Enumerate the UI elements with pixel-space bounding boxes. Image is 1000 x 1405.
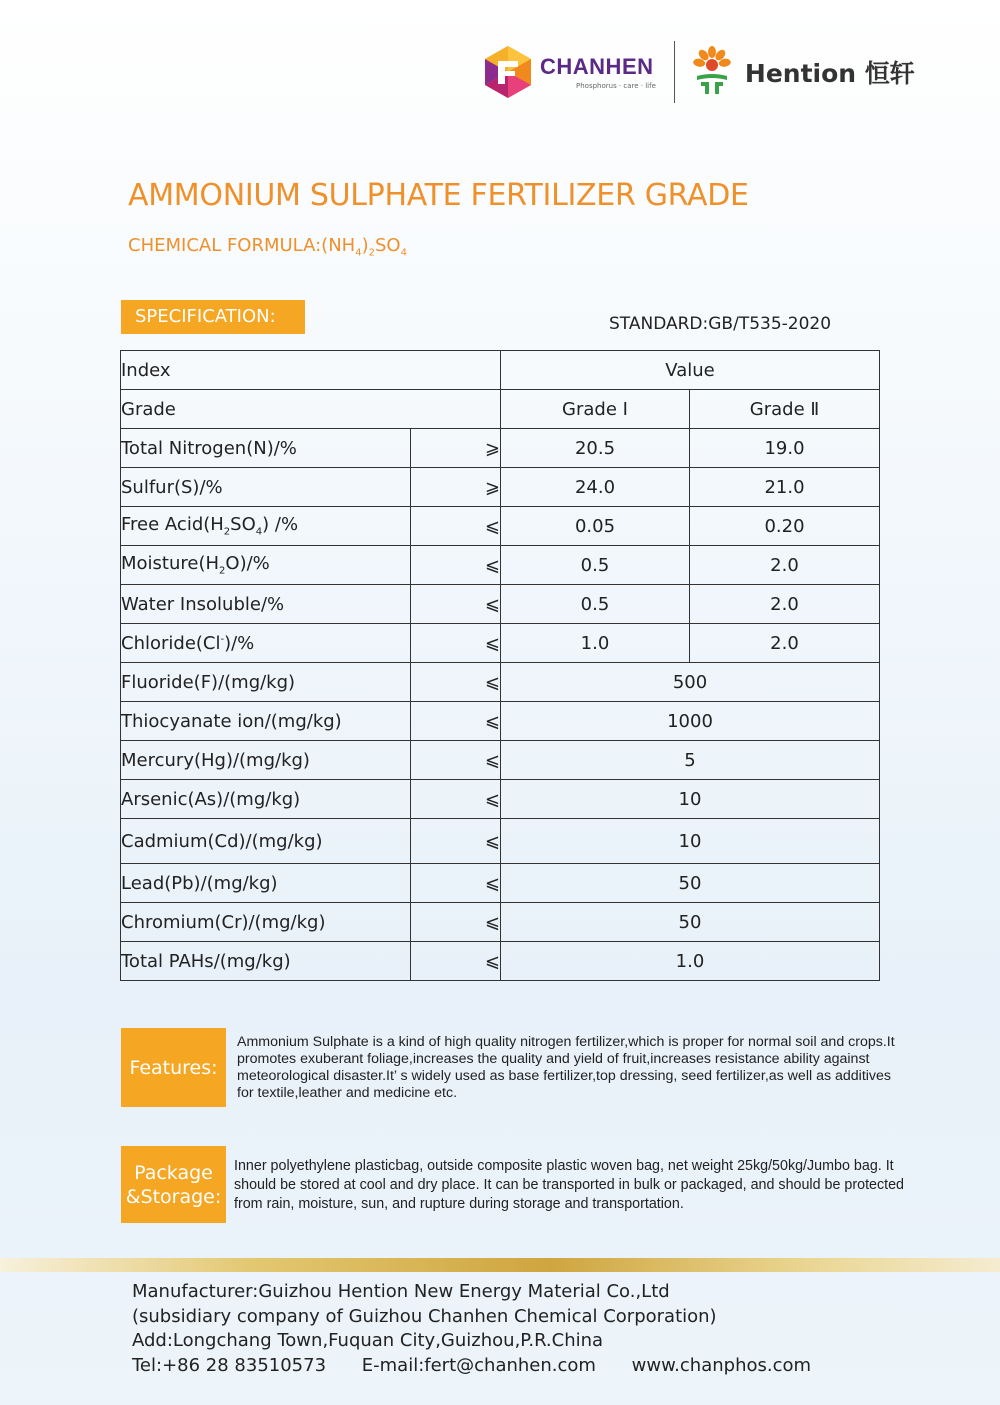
package-storage-text: Inner polyethylene plasticbag, outside composite plastic woven bag, net weight 25kg/50kg/Jumbo bag. It should be stored at cool and dry place. It can be transported in bulk or packaged, and should be protected from rain, moisture, sun, and rupture during storage and transportation. — [234, 1158, 905, 1212]
table-row — [121, 942, 880, 981]
row-operator: ⩽ — [411, 903, 501, 942]
row-operator: ⩽ — [411, 585, 501, 624]
brand-logos — [480, 40, 915, 104]
specification-label: SPECIFICATION: — [121, 300, 305, 334]
subsidiary-note: (subsidiary company of Guizhou Chanhen Chemical Corporation) — [132, 1305, 717, 1327]
hention-name: Hention 恒轩 — [744, 59, 915, 88]
table-row — [121, 702, 880, 741]
row-label: Fluoride(F)/(mg/kg) — [121, 663, 411, 702]
row-label: Water Insoluble/% — [121, 585, 411, 624]
grade-2-value: 21.0 — [690, 468, 880, 507]
chanhen-tagline: Phosphorus · care · life — [576, 82, 656, 90]
features-label: Features: — [121, 1028, 226, 1107]
grade-2-value: 2.0 — [690, 546, 880, 585]
grade-2-value: 2.0 — [690, 624, 880, 663]
row-label: Total Nitrogen(N)/% — [121, 429, 411, 468]
row-label: $Moisture(H_2O)/\%$ — [121, 546, 411, 585]
grade-header: Grade — [121, 390, 501, 429]
chanhen-name: CHANHEN — [540, 54, 654, 79]
package-storage-label: Package &Storage: — [121, 1146, 226, 1223]
grade-2-value: 19.0 — [690, 429, 880, 468]
standard-code: STANDARD:GB/T535-2020 — [609, 314, 832, 334]
features-text: Ammonium Sulphate is a kind of high quality nitrogen fertilizer,which is proper for normal soil and crops.It promotes exuberant foliage,increases the quality and yield of fruit,increases resistance ability against meteorological disaster.It’ s widely used as base fertilizer,top dressing, seed fertilizer,as well as additives for textile,leather and medicine etc. — [237, 1034, 895, 1101]
row-label: Cadmium(Cd)/(mg/kg) — [121, 819, 411, 864]
row-label: Mercury(Hg)/(mg/kg) — [121, 741, 411, 780]
grade-1-value: 0.5 — [501, 546, 690, 585]
footer-contact — [132, 1280, 811, 1378]
chanhen-logo — [480, 44, 656, 100]
row-value: 500 — [501, 663, 880, 702]
table-row — [121, 741, 880, 780]
grade-1-value: 0.5 — [501, 585, 690, 624]
gold-divider — [0, 1258, 1000, 1272]
website-link[interactable]: www.chanphos.com — [631, 1354, 812, 1376]
table-row — [121, 468, 880, 507]
row-operator: ⩽ — [411, 864, 501, 903]
specification-table — [120, 350, 880, 981]
table-row — [121, 546, 880, 585]
row-operator: ⩽ — [411, 942, 501, 981]
row-operator: ⩽ — [411, 546, 501, 585]
table-row — [121, 585, 880, 624]
row-label: Lead(Pb)/(mg/kg) — [121, 864, 411, 903]
row-value: 1000 — [501, 702, 880, 741]
row-value: 50 — [501, 903, 880, 942]
page-title: AMMONIUM SULPHATE FERTILIZER GRADE — [128, 178, 749, 213]
grade-2-value: 2.0 — [690, 585, 880, 624]
grade-1-value: 24.0 — [501, 468, 690, 507]
grade-1-value: 0.05 — [501, 507, 690, 546]
row-operator: ⩽ — [411, 663, 501, 702]
row-operator: ⩽ — [411, 507, 501, 546]
grade-1-value: 1.0 — [501, 624, 690, 663]
table-row — [121, 819, 880, 864]
chanhen-hexagon-icon — [480, 44, 536, 100]
table-row — [121, 429, 880, 468]
row-label: Chloride(Cl-)/% — [121, 624, 411, 663]
table-grade-row — [121, 390, 880, 429]
row-operator: ⩽ — [411, 624, 501, 663]
row-label: Sulfur(S)/% — [121, 468, 411, 507]
grade-1-value: 20.5 — [501, 429, 690, 468]
row-value: 1.0 — [501, 942, 880, 981]
row-label: Arsenic(As)/(mg/kg) — [121, 780, 411, 819]
row-label: Total PAHs/(mg/kg) — [121, 942, 411, 981]
row-operator: ⩾ — [411, 429, 501, 468]
table-row — [121, 624, 880, 663]
row-value: 5 — [501, 741, 880, 780]
row-label: Free $Acid(H_2SO_4)$ /% — [121, 507, 411, 546]
row-label: Chromium(Cr)/(mg/kg) — [121, 903, 411, 942]
table-row — [121, 507, 880, 546]
manufacturer: Manufacturer:Guizhou Hention New Energy Material Co.,Ltd — [132, 1281, 670, 1302]
hention-logo — [691, 46, 915, 98]
row-operator: ⩽ — [411, 819, 501, 864]
row-operator: ⩽ — [411, 780, 501, 819]
table-row — [121, 663, 880, 702]
value-header: Value — [501, 351, 880, 390]
row-value: 10 — [501, 819, 880, 864]
table-row — [121, 864, 880, 903]
contact-row — [132, 1354, 811, 1379]
grade-1-header: Grade Ⅰ — [501, 390, 690, 429]
hention-flower-icon — [691, 46, 733, 98]
row-value: 50 — [501, 864, 880, 903]
table-header-row — [121, 351, 880, 390]
telephone: Tel:+86 28 83510573 — [132, 1354, 327, 1376]
address: Add:Longchang Town,Fuquan City,Guizhou,P.R.China — [132, 1330, 604, 1351]
row-operator: ⩽ — [411, 702, 501, 741]
index-header: Index — [121, 351, 501, 390]
row-operator: ⩽ — [411, 741, 501, 780]
grade-2-value: 0.20 — [690, 507, 880, 546]
table-row — [121, 903, 880, 942]
row-operator: ⩾ — [411, 468, 501, 507]
grade-2-header: Grade Ⅱ — [690, 390, 880, 429]
row-value: 10 — [501, 780, 880, 819]
email-link[interactable]: E-mail:fert@chanhen.com — [361, 1354, 596, 1376]
row-label: Thiocyanate ion/(mg/kg) — [121, 702, 411, 741]
chemical-formula: CHEMICAL $FORMULA:(NH_4)_2SO_4$ — [128, 235, 407, 259]
table-row — [121, 780, 880, 819]
logo-divider — [674, 41, 675, 103]
